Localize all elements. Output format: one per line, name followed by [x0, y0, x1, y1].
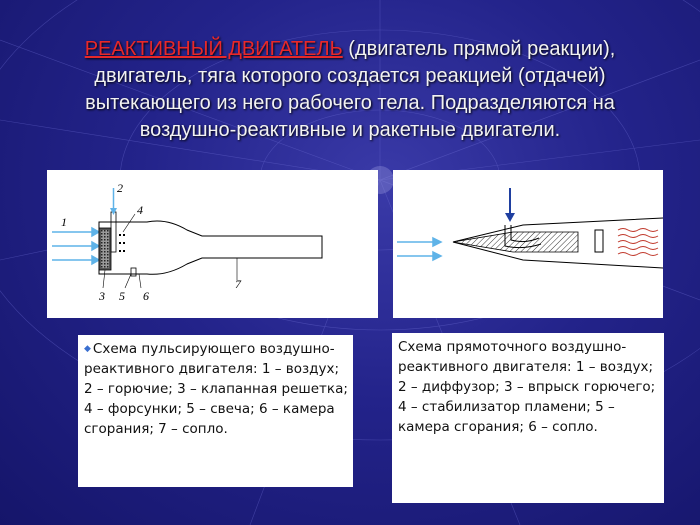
pulse-jet-caption	[78, 335, 353, 487]
air-inflow-arrows	[52, 228, 99, 264]
label-6: 6	[143, 289, 149, 303]
label-3: 3	[99, 289, 105, 303]
ramjet-caption	[392, 333, 664, 503]
combustion-flame	[618, 229, 658, 256]
label-1: 1	[61, 215, 67, 229]
injectors	[119, 234, 125, 252]
title-accent: РЕАКТИВНЫЙ ДВИГАТЕЛЬ	[84, 38, 343, 60]
label-4: 4	[137, 203, 143, 217]
air-inflow-arrows	[397, 238, 441, 260]
label-7: 7	[235, 277, 241, 291]
ramjet-diagram	[393, 170, 663, 318]
slide-title	[40, 36, 660, 144]
pulse-jet-svg	[47, 170, 378, 318]
spark-plug	[131, 268, 136, 276]
bullet-icon: ◆	[84, 344, 91, 354]
pulse-jet-diagram	[47, 170, 378, 318]
diffuser-cone	[453, 232, 578, 252]
label-2: 2	[117, 181, 123, 195]
engine-body	[99, 221, 322, 274]
pulse-jet-caption-text: Схема пульсирующего воздушно-реактивного двигателя: 1 – воздух; 2 – горючие; 3 – клапанная решетка; 4 – форсунки; 5 – свеча; 6 – камера сгорания; 7 – сопло.	[84, 341, 348, 437]
title-text: (двигатель прямой реакции), двигатель, тяга которого создается реакцией (отдачей) вытекающего из него рабочего тела. Подразделяются на воздушно-реактивные и ракетные двигатели.	[85, 38, 616, 141]
flame-stabilizer	[595, 230, 603, 252]
fuel-pipe	[111, 212, 116, 252]
label-5: 5	[119, 289, 125, 303]
ramjet-caption-text: Схема прямоточного воздушно-реактивного двигателя: 1 – воздух; 2 – диффузор; 3 – впрыск горючего; 4 – стабилизатор пламени; 5 – камера сгорания; 6 – сопло.	[398, 339, 656, 435]
ramjet-svg	[393, 170, 663, 318]
